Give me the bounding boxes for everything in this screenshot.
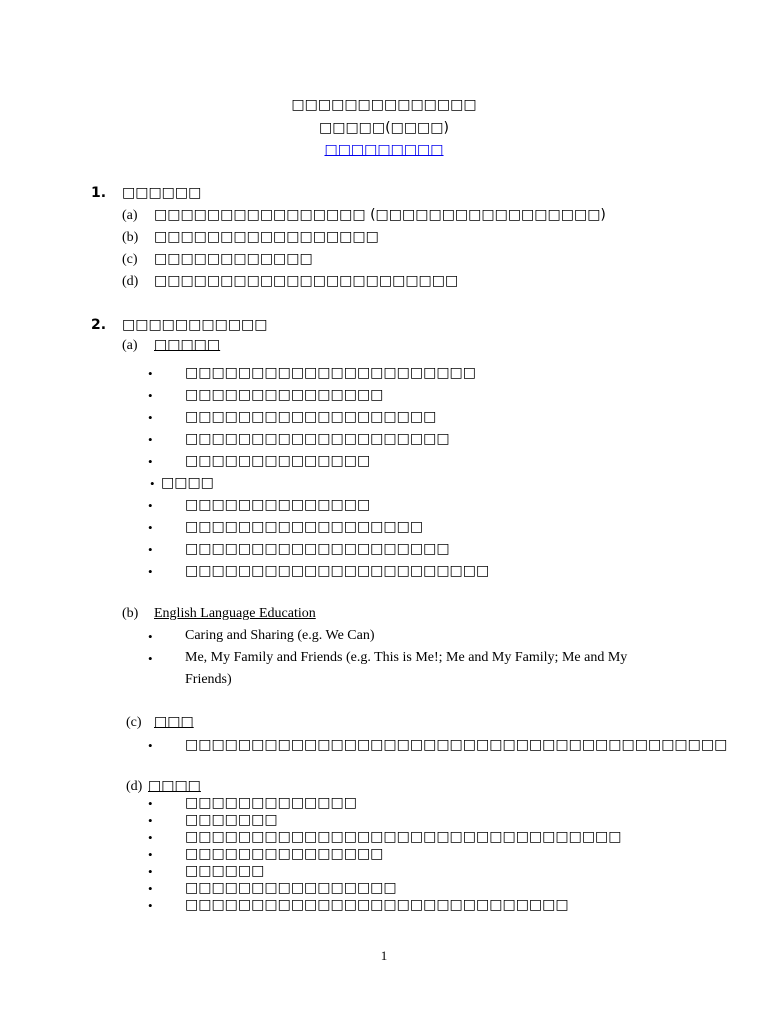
- list-item: □□□□□□□□□□□□□□□□□□□□□□□□□□□□□□□□□: [185, 829, 622, 845]
- list-item: □□□□: [161, 475, 214, 491]
- bullet: •: [148, 498, 153, 513]
- subsection-heading: □□□□: [148, 778, 201, 794]
- list-item: □□□□□□□□□□□□□□□□□: [154, 229, 379, 245]
- list-item: □□□□□□□□□□□□□□□: [185, 387, 384, 403]
- bullet: •: [148, 830, 153, 845]
- bullet: •: [148, 898, 153, 913]
- list-marker: (b): [122, 230, 139, 245]
- doc-title-line-2: □□□□□(□□□□): [319, 120, 449, 136]
- list-item: □□□□□□□□□□□□□□□□□□□□□□: [185, 365, 477, 381]
- list-item: □□□□□□□□□□□□□□□□□□□: [185, 409, 437, 425]
- list-item: □□□□□□□□□□□□□: [185, 795, 357, 811]
- bullet: •: [148, 564, 153, 579]
- list-item: □□□□□□□□□□□□□□□□□□□□□□□: [185, 563, 490, 579]
- bullet: •: [148, 520, 153, 535]
- bullet: •: [148, 432, 153, 447]
- section-1-number: 1.: [91, 185, 107, 201]
- section-1-heading: □□□□□□: [122, 185, 202, 201]
- bullet: •: [148, 881, 153, 896]
- list-item: □□□□□□□□□□□□□□□□□□□□: [185, 541, 450, 557]
- list-marker: (d): [122, 274, 139, 289]
- bullet: •: [148, 454, 153, 469]
- section-2-number: 2.: [91, 317, 107, 333]
- list-item: □□□□□□□□□□□□□□: [185, 453, 371, 469]
- list-item: □□□□□□□□□□□□□□□□□□□□□□□□□□□□□□□□□□□□□□□□□: [185, 737, 728, 753]
- bullet: •: [148, 366, 153, 381]
- subsection-marker: (b): [122, 606, 139, 621]
- bullet: •: [148, 864, 153, 879]
- list-item: □□□□□□□: [185, 812, 278, 828]
- subsection-heading: English Language Education: [154, 606, 316, 621]
- bullet: •: [148, 847, 153, 862]
- section-2-heading: □□□□□□□□□□□: [122, 317, 268, 333]
- list-item: Caring and Sharing (e.g. We Can): [185, 628, 375, 643]
- list-item: □□□□□□□□□□□□□□□□□□□□□□□□□□□□□: [185, 897, 569, 913]
- list-item: □□□□□□□□□□□□□□□□: [185, 880, 397, 896]
- subsection-marker: (a): [122, 338, 138, 353]
- subsection-marker: (c): [126, 715, 142, 730]
- bullet: •: [150, 476, 155, 491]
- bullet: •: [148, 410, 153, 425]
- list-item: □□□□□□□□□□□□□□: [185, 497, 371, 513]
- bullet: •: [148, 738, 153, 753]
- bullet: •: [148, 651, 153, 666]
- subsection-marker: (d): [126, 779, 143, 794]
- bullet: •: [148, 796, 153, 811]
- list-marker: (c): [122, 252, 138, 267]
- page-number: 1: [380, 948, 388, 963]
- doc-title-line-1: □□□□□□□□□□□□□□: [291, 97, 477, 113]
- list-item: □□□□□□□□□□□□□□□□□□: [185, 519, 424, 535]
- bullet: •: [148, 542, 153, 557]
- list-item: □□□□□□□□□□□□□□□□□□□□: [185, 431, 450, 447]
- list-item-continuation: Friends): [185, 672, 232, 687]
- list-item: □□□□□□□□□□□□□□□: [185, 846, 384, 862]
- list-marker: (a): [122, 208, 138, 223]
- list-item: □□□□□□□□□□□□□□□□□□□□□□□: [154, 273, 459, 289]
- bullet: •: [148, 388, 153, 403]
- list-item: □□□□□□□□□□□□□□□□ (□□□□□□□□□□□□□□□□□): [154, 207, 606, 223]
- subsection-heading: □□□: [154, 714, 194, 730]
- list-item: Me, My Family and Friends (e.g. This is Me!; Me and My Family; Me and My: [185, 650, 628, 665]
- bullet: •: [148, 629, 153, 644]
- list-item: □□□□□□: [185, 863, 265, 879]
- bullet: •: [148, 813, 153, 828]
- doc-title-link[interactable]: □□□□□□□□□: [324, 142, 444, 158]
- subsection-heading: □□□□□: [154, 337, 221, 353]
- list-item: □□□□□□□□□□□□: [154, 251, 313, 267]
